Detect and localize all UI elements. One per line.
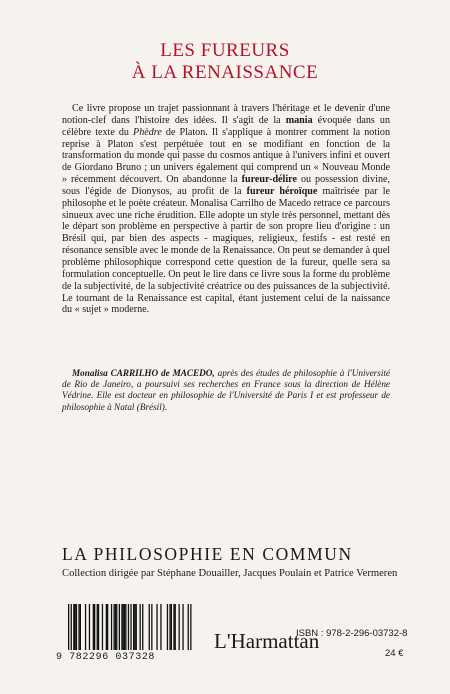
book-summary [62,103,390,316]
summary-title-phedre: Phèdre [133,126,162,138]
barcode-bar [190,604,191,650]
barcode-bar [128,604,129,650]
barcode-bar [93,604,94,650]
barcode-bar [116,604,117,650]
barcode-bar [71,604,72,650]
barcode-bar [173,604,174,650]
barcode-bar [151,604,152,650]
barcode-bar [106,604,107,650]
barcode-bar [97,604,98,650]
barcode-bar [125,604,126,650]
cover-title-line1: LES FUREURS [160,40,290,61]
barcode-bar [98,604,99,650]
summary-text: ou possession divine, sous l'égide de Dionysos, au profit de la [62,174,390,197]
barcode-bar [119,604,120,650]
barcode-bar [179,604,180,650]
barcode-bars [56,604,206,652]
barcode-bar [107,604,108,650]
barcode-bar [85,604,86,650]
summary-text: maîtrisée par le philosophe et le poète créateur. Monalisa Carrilho de Macedo retrace ce parcours sinueux avec une riche érudition. Elle adopte un style très personnel, mettant dès le départ son problème en perspective à partir de son propre lieu d'origine : un Brésil qui, par bien des aspects - magiques, religieux, festifs - est resté en résonance sensible avec le monde de la Renaissance. On peut se demander à quel problème philosophique correspond cette question de la fureur, quelle sera sa formulation conceptuelle. On peut le lire dans ce livre sous la forme du problème de la subjectivité, de la subjectivité créatrice ou des puissances de la subjectivité. Le tournant de la Renaissance est capital, étant justement celui de la naissance du « sujet » moderne. [62,185,390,316]
collection-editors: Collection dirigée par Stéphane Douailler, Jacques Poulain et Patrice Vermeren [62,568,398,579]
cover-title-line2: À LA RENAISSANCE [131,62,319,83]
barcode-bar [167,604,168,650]
summary-text: évoquée dans un célèbre texte du [62,114,390,138]
barcode-bar [102,604,103,650]
barcode-bar [68,604,69,650]
price: 24 € [385,648,404,659]
barcode-bar [78,604,79,650]
barcode-bar [182,604,183,650]
barcode-bar [136,604,137,650]
barcode-bar [89,604,90,650]
barcode-bar [94,604,95,650]
author-name: Monalisa CARRILHO de MACEDO, [72,368,215,378]
author-bio-text: après des études de philosophie à l'Université de Rio de Janeiro, a poursuivi ses recherches en France sous la direction de Hélène Védrine. Elle est docteur en philosophie de l'Université de Paris I et est professeur de philosophie à Natal (Brésil). [62,368,391,412]
barcode-bar [171,604,172,650]
summary-text: de Platon. Il s'applique à montrer comment la notion reprise à Platon s'est perpétuée tout en se modifiant en fonction de la transformation du monde qui passe du cosmos antique à l'univers infini et ouvert de Giordano Bruno ; un univers également qui comprend un « Nouveau Monde » récemment découvert. On abandonne la [62,126,390,186]
publisher-logo-text: L'Harmattan [214,629,320,653]
barcode-bar [175,604,176,650]
barcode-bar [76,604,77,650]
summary-term-fureur-delire: fureur-délire [241,174,297,186]
barcode-bar [73,604,74,650]
summary-term-fureur-heroique: fureur héroïque [246,185,318,197]
barcode-bar [80,604,81,650]
barcode-bar [142,604,143,650]
barcode-bar [114,604,115,650]
barcode-bar [156,604,157,650]
barcode-bar [115,604,116,650]
barcode-bar [123,604,124,650]
barcode-bar [75,604,76,650]
barcode-bar [134,604,135,650]
barcode-bar [130,604,131,650]
barcode-bar [140,604,141,650]
summary-text: Ce livre propose un trajet passionnant à travers l'héritage et le devenir d'une notion-clef dans l'histoire des idées. Il s'agit de la [62,103,390,126]
barcode-bar [149,604,150,650]
barcode-bar [160,604,161,650]
barcode-bar [111,604,112,650]
barcode-bar [188,604,189,650]
series-title: LA PHILOSOPHIE EN COMMUN [62,544,353,564]
barcode-bar [169,604,170,650]
summary-term-mania: mania [285,114,313,126]
barcode-bar [121,604,122,650]
barcode-bar [124,604,125,650]
isbn: ISBN : 978-2-296-03732-8 [296,628,408,639]
author-bio [62,368,390,413]
barcode [56,604,206,668]
barcode-digits: 9 782296 037328 [56,652,156,663]
barcode-bar [133,604,134,650]
